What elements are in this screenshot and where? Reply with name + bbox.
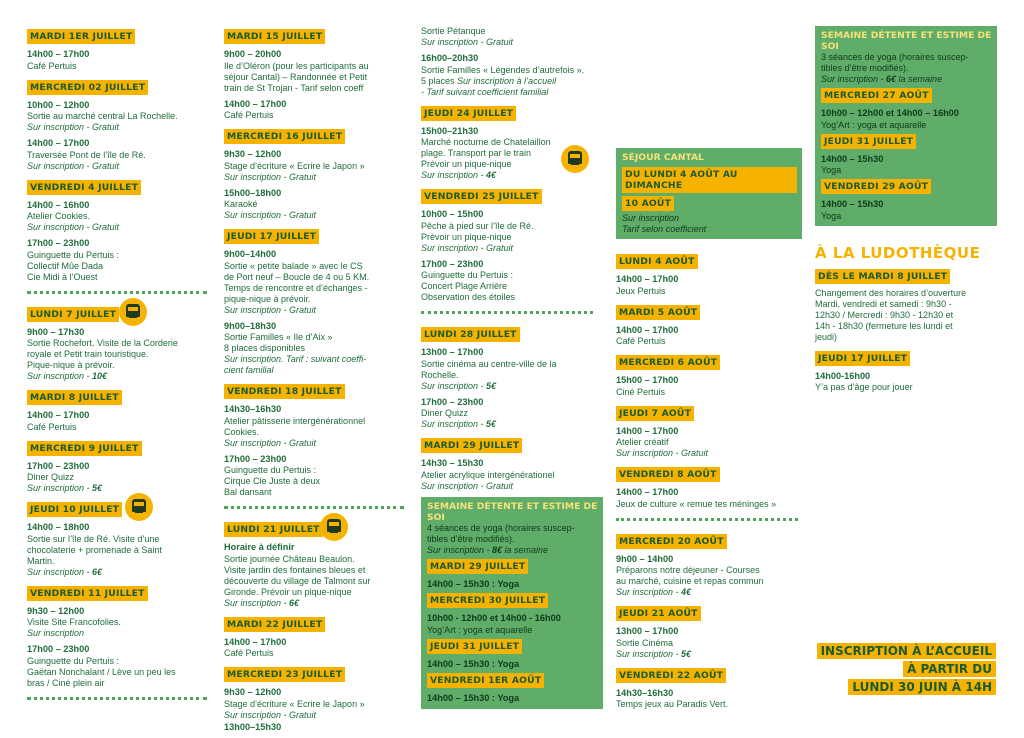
- activity: bras / Ciné plein air: [27, 677, 105, 688]
- box-text: 3 séances de yoga (horaires suscep-: [821, 52, 969, 62]
- time: 14h00 – 17h00: [27, 410, 90, 420]
- activity: au marché, cuisine et repas commun: [616, 576, 764, 586]
- column-1: [27, 26, 217, 710]
- bus-icon: [119, 298, 147, 326]
- event-block: [224, 614, 414, 660]
- activity: Sortie au marché central La Rochelle.: [27, 111, 178, 121]
- event-block: [616, 665, 802, 711]
- activity: 14h - 18h30 (fermeture les lundi et: [815, 320, 953, 331]
- time: 14h00 – 15h30 : Yoga: [427, 693, 520, 703]
- activity: Diner Quizz: [421, 408, 469, 418]
- event-block: [27, 438, 217, 495]
- time: 9h00–14h00: [224, 249, 277, 259]
- box-text: tibles d’être modifiés).: [821, 63, 909, 73]
- box-text: tibles d’être modifiés).: [427, 533, 515, 544]
- time: 17h00 – 23h00: [421, 258, 484, 269]
- day-label: VENDREDI 22 AOÛT: [616, 668, 726, 683]
- time: 13h00–15h30: [224, 721, 282, 732]
- activity: 5 places Sur inscription à l’accueil: [421, 75, 557, 86]
- registration: Sur inscription - Gratuit: [224, 210, 317, 220]
- column-4: [616, 148, 802, 715]
- day-label: JEUDI 31 JUILLET: [427, 639, 522, 654]
- activity: 12h30 / Mercredi : 9h30 - 12h30 et: [815, 309, 954, 320]
- box-title: SEMAINE DÉTENTE ET ESTIME DE SOI: [427, 500, 598, 523]
- registration: Tarif selon coefficient: [622, 224, 707, 234]
- day-label: VENDREDI 11 JUILLET: [27, 586, 148, 601]
- activity: Guinguette du Pertuis :: [27, 655, 120, 666]
- activity: Sortie cinéma au centre-ville de la: [421, 358, 557, 369]
- box-title: SÉJOUR CANTAL: [622, 152, 704, 163]
- activity: pique-nique à prévoir.: [224, 293, 311, 304]
- time: 14h00 – 17h00: [616, 487, 679, 497]
- time: 10h00 – 12h00 et 14h00 – 16h00: [821, 108, 959, 118]
- dotted-divider: [27, 697, 207, 700]
- activity: Guinguette du Pertuis :: [27, 249, 120, 260]
- day-label: LUNDI 7 JUILLET: [27, 307, 119, 322]
- day-label: MERCREDI 02 JUILLET: [27, 80, 148, 95]
- activity: Préparons notre déjeuner - Courses: [616, 565, 760, 575]
- time: 14h00 – 16h00: [27, 199, 90, 210]
- activity: Atelier créatif: [616, 437, 669, 447]
- time: 17h00 – 23h00: [27, 644, 90, 654]
- event-block: [616, 603, 802, 660]
- day-label: MERCREDI 27 AOÛT: [821, 88, 932, 103]
- registration: Sur inscription - 8€ la semaine: [427, 544, 549, 555]
- column-5: [815, 26, 995, 398]
- time: 9h30 – 12h00: [224, 149, 282, 159]
- activity: Prévoir un pique-nique: [421, 159, 512, 169]
- event-block: [224, 226, 414, 376]
- activity: Guinguette du Pertuis :: [224, 465, 317, 475]
- activity: 8 places disponibles: [224, 343, 306, 353]
- cantal-trip-box: [616, 148, 802, 239]
- registration: Sur inscription - 6€: [224, 597, 300, 608]
- time: 14h00 – 17h00: [616, 274, 679, 284]
- time: 10h00 – 12h00: [27, 99, 90, 110]
- time: 17h00 – 23h00: [27, 460, 90, 471]
- day-label: JEUDI 21 AOÛT: [616, 606, 701, 621]
- registration: Sur inscription - Gratuit: [27, 222, 120, 232]
- activity: Bal dansant: [224, 487, 272, 497]
- time: 9h00–18h30: [224, 320, 277, 331]
- day-label: MARDI 1ER JUILLET: [27, 29, 135, 44]
- registration: cient familial: [224, 365, 274, 375]
- activity: Visite Site Francofolies.: [27, 617, 121, 627]
- activity: Atelier pâtisserie intergénérationnel: [224, 415, 366, 426]
- day-label: JEUDI 10 JUILLET: [27, 502, 122, 517]
- event-block: [224, 26, 414, 121]
- event-block: [27, 77, 217, 172]
- day-label: MARDI 15 JUILLET: [224, 29, 325, 44]
- activity: Karaoké: [224, 199, 258, 209]
- activity: Café Pertuis: [224, 110, 274, 120]
- time: 14h00 – 17h00: [27, 49, 90, 59]
- time: 14h00 – 17h00: [224, 98, 287, 109]
- activity: Changement des horaires d’ouverture: [815, 287, 967, 298]
- yoga-week-box: [815, 26, 997, 226]
- time: 17h00 – 23h00: [224, 453, 287, 464]
- activity: Yoga: [821, 210, 842, 221]
- event-block: [224, 519, 414, 609]
- registration: Sur inscription - 10€: [27, 371, 108, 381]
- day-label: VENDREDI 8 AOÛT: [616, 467, 720, 482]
- time: 14h30–16h30: [616, 687, 674, 698]
- time: 9h30 – 12h00: [27, 605, 85, 616]
- activity: Jeux de culture « remue tes méninges »: [616, 498, 777, 509]
- time: 14h00 – 15h30: [821, 153, 884, 164]
- time: 9h00 – 17h30: [27, 326, 85, 337]
- activity: Sortie Rochefort. Visite de la Corderie: [27, 338, 178, 348]
- day-label: JEUDI 17 JUILLET: [224, 229, 319, 244]
- time: 14h00 – 17h00: [616, 324, 679, 335]
- registration: Sur inscription - Gratuit: [224, 709, 317, 720]
- event-block: [421, 324, 601, 430]
- day-label: VENDREDI 18 JUILLET: [224, 384, 345, 399]
- registration: Sur inscription - 6€: [27, 566, 103, 577]
- column-2: [224, 26, 414, 738]
- activity: train de St Trojan - Tarif selon coeff: [224, 82, 364, 93]
- column-3: [421, 26, 601, 709]
- time: 9h00 – 14h00: [616, 553, 674, 564]
- day-label: MARDI 29 JUILLET: [427, 559, 528, 574]
- activity: Stage d’écriture « Ecrire le Japon »: [224, 160, 365, 171]
- event-block: [27, 583, 217, 689]
- activity: chocolaterie + promenade à Saint: [27, 544, 162, 555]
- day-label: JEUDI 7 AOÛT: [616, 406, 694, 421]
- dotted-divider: [224, 506, 404, 509]
- activity: Collectif Mûe Dada: [27, 260, 104, 271]
- activity: Sortie Familles « Ile d’Aix »: [224, 332, 333, 342]
- activity: Pêche à pied sur l’île de Ré.: [421, 220, 534, 231]
- activity: Observation des étoiles: [421, 292, 516, 302]
- activity: Cirque Cie Juste à deux: [224, 476, 321, 486]
- time: 10h00 – 15h00: [421, 209, 484, 219]
- day-label: LUNDI 28 JUILLET: [421, 327, 520, 342]
- bus-icon: [320, 513, 348, 541]
- day-label: MARDI 8 JUILLET: [27, 390, 122, 405]
- time: 14h30–16h30: [224, 404, 282, 414]
- day-label: MERCREDI 9 JUILLET: [27, 441, 142, 456]
- activity: Gironde. Prévoir un pique-nique: [224, 586, 352, 597]
- activity: séjour Cantal) – Randonnée et Petit: [224, 71, 368, 82]
- time: 14h00 – 15h30 : Yoga: [427, 658, 520, 669]
- activity: Traversée Pont de l’île de Ré.: [27, 149, 146, 160]
- activity: découverte du village de Talmont sur: [224, 575, 371, 586]
- notice-line: À PARTIR DU: [903, 661, 996, 677]
- activity: Diner Quizz: [27, 472, 75, 482]
- activity: Mardi, vendredi et samedi : 9h30 -: [815, 298, 952, 309]
- registration: Sur inscription - Gratuit: [224, 171, 317, 182]
- activity: Guinguette du Pertuis :: [421, 270, 514, 280]
- time: 14h30 – 15h30: [421, 458, 484, 468]
- activity: royale et Petit train touristique.: [27, 349, 149, 359]
- activity: Cie Midi à l’Ouest: [27, 271, 98, 282]
- activity: Y’a pas d’âge pour jouer: [815, 382, 913, 392]
- day-label: VENDREDI 25 JUILLET: [421, 189, 542, 204]
- registration: Sur inscription - Gratuit: [616, 448, 709, 458]
- day-label: DU LUNDI 4 AOÛT AU DIMANCHE: [622, 167, 797, 193]
- day-label: JEUDI 17 JUILLET: [815, 351, 910, 366]
- day-label: LUNDI 21 JUILLET: [224, 522, 323, 537]
- registration: Sur inscription - Gratuit: [421, 480, 514, 491]
- activity: Yog’Art : yoga et aquarelle: [427, 624, 533, 635]
- day-label: MERCREDI 16 JUILLET: [224, 129, 345, 144]
- activity: Temps de rencontre et d’échanges -: [224, 282, 368, 293]
- activity: Pique-nique à prévoir.: [27, 360, 115, 370]
- activity: Sortie sur l’île de Ré. Visite d’une: [27, 533, 160, 544]
- time: 14h00-16h00: [815, 370, 871, 381]
- activity: Temps jeux au Paradis Vert.: [616, 699, 729, 709]
- registration: Sur inscription - 4€: [421, 170, 497, 180]
- activity: Café Pertuis: [27, 421, 77, 432]
- time: 10h00 - 12h00 et 14h00 - 16h00: [427, 613, 561, 623]
- day-label: LUNDI 4 AOÛT: [616, 254, 698, 269]
- dotted-divider: [616, 518, 798, 521]
- event-block: [421, 186, 601, 303]
- activity: Café Pertuis: [27, 60, 77, 71]
- activity: Prévoir un pique-nique: [421, 231, 512, 242]
- day-label: 10 AOÛT: [622, 196, 674, 211]
- activity: Concert Plage Arrière: [421, 281, 508, 291]
- registration-notice: [817, 642, 996, 696]
- registration: Sur inscription - Gratuit: [224, 304, 317, 315]
- yoga-week-box: [421, 497, 603, 709]
- day-label: JEUDI 24 JUILLET: [421, 106, 516, 121]
- box-title: SEMAINE DÉTENTE ET ESTIME DE SOI: [821, 30, 992, 52]
- event-block: [27, 26, 217, 72]
- time: 14h00 – 17h00: [616, 425, 679, 436]
- registration: Sur inscription - Gratuit: [224, 437, 317, 448]
- day-label: MERCREDI 23 JUILLET: [224, 667, 345, 682]
- event-block: [616, 464, 802, 510]
- event-block: [815, 348, 995, 394]
- registration: Sur inscription. Tarif : suivant coeffi-: [224, 354, 367, 364]
- ludotheque-heading: À LA LUDOTHÈQUE: [815, 243, 981, 262]
- activity: Atelier Cookies.: [27, 211, 91, 221]
- time: 15h00–21h30: [421, 125, 479, 136]
- registration: - Tarif suivant coefficient familial: [421, 86, 549, 97]
- registration: Sur inscription - 6€ la semaine: [821, 74, 943, 84]
- activity: Jeux Pertuis: [616, 285, 666, 296]
- time: 14h00 – 18h00: [27, 522, 90, 532]
- event-block: [224, 381, 414, 498]
- registration: Sur inscription - 4€: [616, 587, 692, 597]
- day-label: VENDREDI 1ER AOÛT: [427, 673, 544, 688]
- time: 9h00 – 20h00: [224, 49, 282, 59]
- day-label: MARDI 29 JUILLET: [421, 438, 522, 453]
- activity: Cookies.: [224, 426, 260, 437]
- time: 9h30 – 12h00: [224, 687, 282, 697]
- day-label: MARDI 5 AOÛT: [616, 305, 700, 320]
- registration: Sur inscription - Gratuit: [27, 160, 120, 171]
- day-label: MERCREDI 30 JUILLET: [427, 593, 548, 608]
- time: 15h00–18h00: [224, 187, 282, 198]
- activity: Martin.: [27, 555, 55, 566]
- registration: Sur inscription - 5€: [421, 380, 497, 391]
- activity: Ciné Pertuis: [616, 386, 666, 397]
- activity: Marché nocturne de Chatelaillon: [421, 137, 551, 147]
- notice-line: INSCRIPTION À L’ACCUEIL: [817, 643, 996, 659]
- activity: Gaëtan Nonchalant / Lève un peu les: [27, 666, 176, 677]
- time: 14h00 – 15h30: [821, 199, 884, 209]
- day-label: MERCREDI 6 AOÛT: [616, 355, 720, 370]
- day-label: VENDREDI 29 AOÛT: [821, 179, 931, 194]
- activity: Sortie journée Château Beaulon.: [224, 553, 355, 564]
- event-block: [224, 126, 414, 221]
- time: 17h00 – 23h00: [27, 238, 90, 248]
- event-block: [27, 177, 217, 283]
- registration: Sur inscription: [27, 628, 85, 638]
- event-block: [616, 531, 802, 599]
- registration: Sur inscription - 5€: [27, 483, 103, 493]
- time: 14h00 – 15h30 : Yoga: [427, 578, 520, 589]
- time: 13h00 – 17h00: [616, 626, 679, 636]
- activity: Sortie « petite balade » avec le CS: [224, 260, 363, 271]
- activity: Sortie Cinéma: [616, 637, 674, 648]
- bus-icon: [561, 145, 589, 173]
- event-block: [421, 435, 601, 492]
- event-block: [815, 266, 995, 343]
- event-block: [616, 302, 802, 348]
- activity: Yoga: [821, 165, 842, 175]
- event-block: [27, 387, 217, 433]
- activity: Yog’Art : yoga et aquarelle: [821, 119, 927, 130]
- event-block: [27, 499, 217, 578]
- day-label: VENDREDI 4 JUILLET: [27, 180, 141, 195]
- registration: Sur inscription - Gratuit: [421, 37, 514, 47]
- time: 16h00–20h30: [421, 53, 479, 63]
- time: 14h00 – 17h00: [224, 636, 287, 647]
- time: Horaire à définir: [224, 542, 295, 552]
- activity: Visite jardin des fontaines bleues et: [224, 564, 366, 575]
- day-label: MERCREDI 20 AOÛT: [616, 534, 727, 549]
- activity: jeudi): [815, 331, 838, 342]
- event-block: [224, 664, 414, 733]
- activity: Café Pertuis: [224, 648, 274, 658]
- day-label: DÈS LE MARDI 8 JUILLET: [815, 269, 950, 284]
- bus-icon: [125, 493, 153, 521]
- activity: plage. Transport par le train: [421, 148, 532, 158]
- registration: Sur inscription - 5€: [616, 648, 692, 659]
- notice-line: LUNDI 30 JUIN À 14H: [848, 679, 996, 695]
- event-block: [421, 103, 601, 182]
- activity: Ile d’Oléron (pour les participants au: [224, 60, 369, 71]
- activity: Atelier acrylique intergénérationel: [421, 469, 555, 480]
- dotted-divider: [27, 291, 207, 294]
- day-label: JEUDI 31 JUILLET: [821, 134, 916, 149]
- time: 17h00 – 23h00: [421, 396, 484, 407]
- time: 13h00 – 17h00: [421, 347, 484, 357]
- activity: Sortie Familles « Légendes d’autrefois ».: [421, 64, 585, 75]
- event-block: [27, 304, 217, 383]
- activity: Rochelle.: [421, 369, 459, 380]
- time: 14h00 – 17h00: [27, 138, 90, 148]
- registration: Sur inscription - Gratuit: [421, 242, 514, 253]
- day-label: MARDI 22 JUILLET: [224, 617, 325, 632]
- box-text: 4 séances de yoga (horaires suscep-: [427, 522, 575, 533]
- event-block: [616, 403, 802, 460]
- activity: Sortie Pétanque: [421, 26, 486, 36]
- event-block: [616, 352, 802, 398]
- activity: Stage d’écriture « Ecrire le Japon »: [224, 698, 365, 709]
- event-block: [616, 251, 802, 297]
- dotted-divider: [421, 311, 593, 314]
- time: 15h00 – 17h00: [616, 375, 679, 385]
- event-block: [421, 26, 601, 98]
- activity: Café Pertuis: [616, 336, 666, 346]
- registration: Sur inscription - 5€: [421, 419, 497, 429]
- activity: de Port neuf – Boucle de 4 ou 5 KM.: [224, 271, 370, 282]
- registration: Sur inscription - Gratuit: [27, 122, 120, 132]
- registration: Sur inscription: [622, 213, 680, 223]
